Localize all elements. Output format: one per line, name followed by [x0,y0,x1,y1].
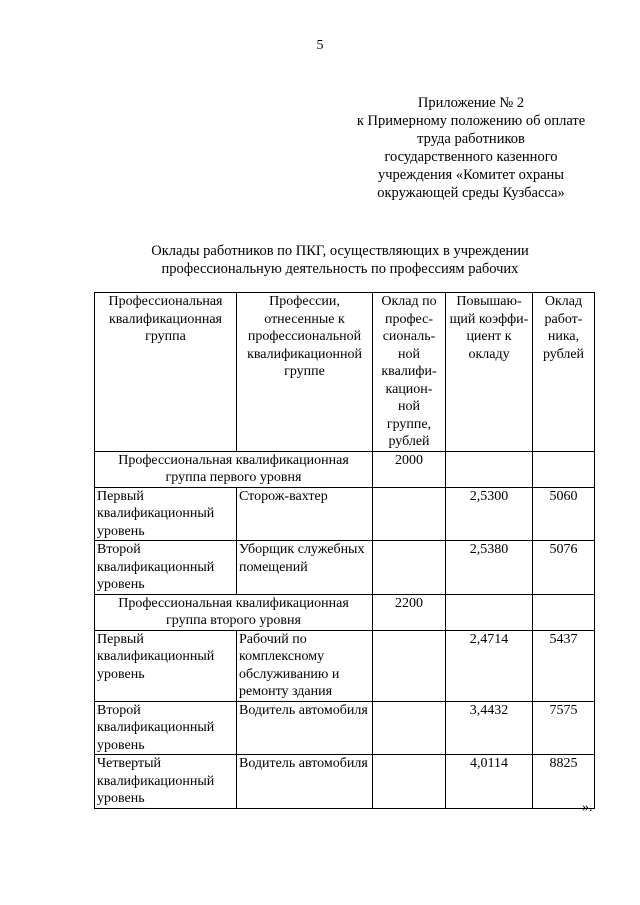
table-row [95,701,595,755]
group-salary: 2200 [373,594,446,630]
coefficient-cell: 4,0114 [446,755,533,809]
appendix-line: окружающей среды Кузбасса» [377,185,565,201]
level-cell: Второй квалификационный уровень [95,701,237,755]
header-cell-profession: Профессии, отнесенные к профессиональной квалификационной группе [237,293,373,452]
profession-cell: Водитель автомобиля [237,701,373,755]
coefficient-cell: 3,4432 [446,701,533,755]
appendix-line: Приложение № 2 [417,95,525,111]
table-row [95,487,595,541]
page-number: 5 [316,38,324,53]
pay-cell: 5060 [533,487,595,541]
empty-cell [373,487,446,541]
profession-cell: Рабочий по комплексному обслуживанию и ремонту здания [237,630,373,701]
empty-cell [373,701,446,755]
header-cell-coefficient: Повышаю-щий коэффи-циент к окладу [446,293,533,452]
document-title [60,242,620,278]
profession-cell: Уборщик служебных помещений [237,541,373,595]
salary-table [94,292,595,809]
group-name: Профессиональная квалификационная группа первого уровня [95,451,373,487]
table-row [95,755,595,809]
level-cell: Первый квалификационный уровень [95,487,237,541]
pay-cell: 7575 [533,701,595,755]
profession-cell: Водитель автомобиля [237,755,373,809]
group-row [95,451,595,487]
empty-cell [533,594,595,630]
closing-quote: ». [582,800,593,815]
coefficient-cell: 2,5380 [446,541,533,595]
header-cell-group: Профессиональная квалификационная группа [95,293,237,452]
level-cell: Четвертый квалификационный уровень [95,755,237,809]
appendix-header [340,94,602,202]
group-name: Профессиональная квалификационная группа второго уровня [95,594,373,630]
table-header-row [95,293,595,452]
level-cell: Второй квалификационный уровень [95,541,237,595]
header-cell-group-salary: Оклад по профес-сиональ-ной квалифи-кацион-ной группе, рублей [373,293,446,452]
empty-cell [446,594,533,630]
appendix-line: труда работников [417,131,525,147]
empty-cell [373,630,446,701]
empty-cell [533,451,595,487]
pay-cell: 5076 [533,541,595,595]
title-line: профессиональную деятельность по профессиям рабочих [161,261,519,277]
table-row [95,630,595,701]
title-line: Оклады работников по ПКГ, осуществляющих в учреждении [151,243,529,259]
table-row [95,541,595,595]
appendix-line: учреждения «Комитет охраны [377,167,565,183]
pay-cell: 8825 [533,755,595,809]
pay-cell: 5437 [533,630,595,701]
empty-cell [446,451,533,487]
coefficient-cell: 2,4714 [446,630,533,701]
appendix-line: к Примерному положению об оплате [356,113,586,129]
level-cell: Первый квалификационный уровень [95,630,237,701]
group-row [95,594,595,630]
header-cell-pay: Оклад работ-ника, рублей [533,293,595,452]
coefficient-cell: 2,5300 [446,487,533,541]
group-salary: 2000 [373,451,446,487]
appendix-line: государственного казенного [384,149,558,165]
empty-cell [373,541,446,595]
empty-cell [373,755,446,809]
profession-cell: Сторож-вахтер [237,487,373,541]
